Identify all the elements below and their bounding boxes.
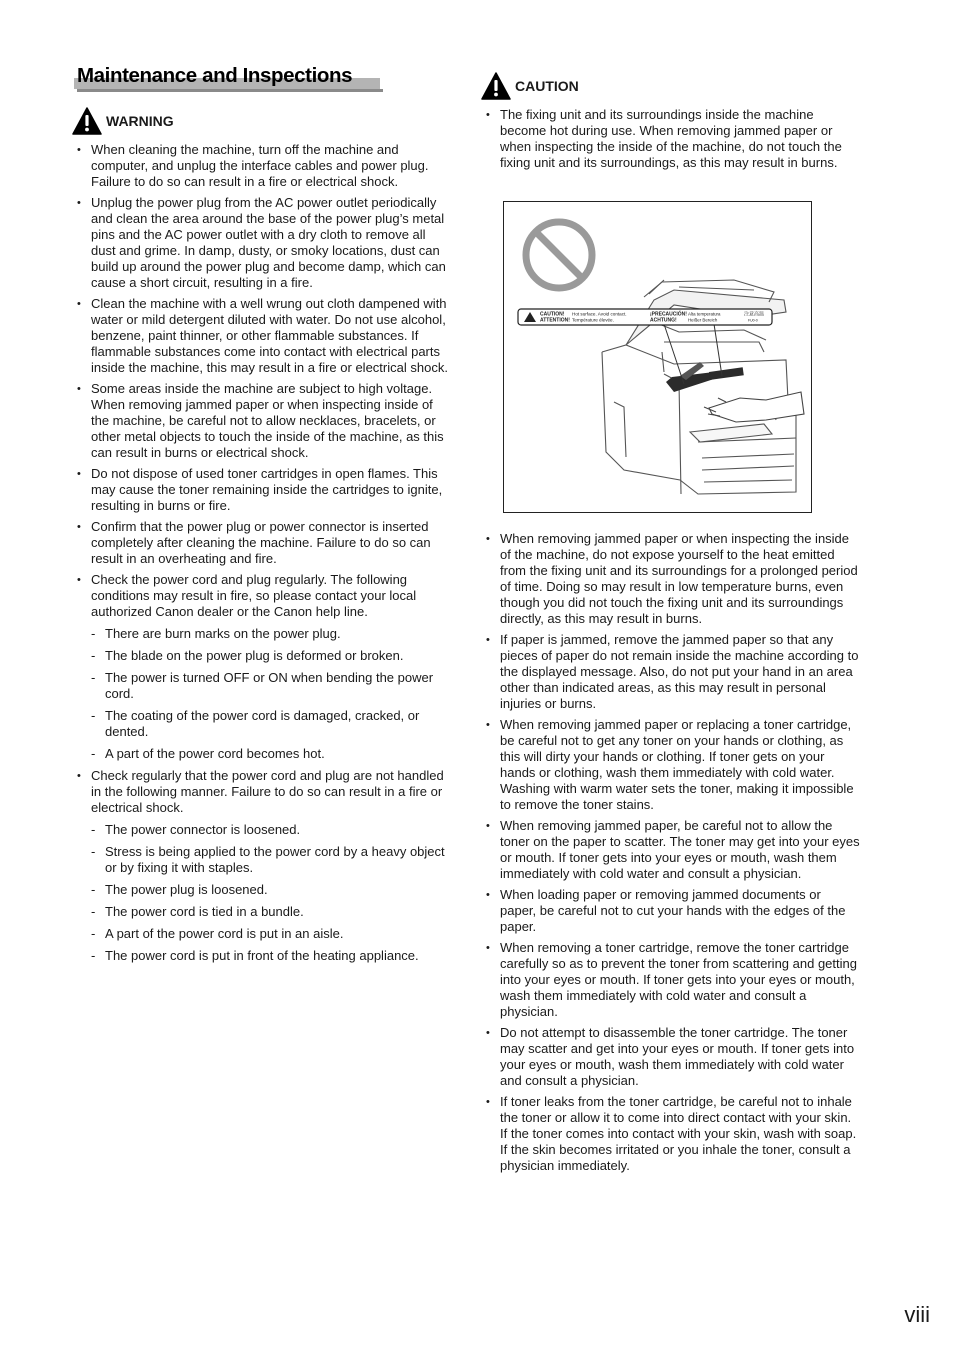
warning-subitem: - The power is turned OFF or ON when bending the power cord.	[91, 670, 450, 702]
warning-item	[75, 195, 450, 291]
svg-text:¡PRECAUCIÓN!: ¡PRECAUCIÓN!	[650, 311, 687, 318]
caution-item: • When removing jammed paper or when inspecting the inside of the machine, do not expose yourself to the heat emitted from the fixing unit and its surroundings for a prolonged period of time. Doing so may result in low temperature burns, even though you did not touch the fixing unit and its surroundings directly, as this may result in burns.	[484, 531, 860, 627]
warning-item-text: Unplug the power plug from the AC power outlet periodically and clean the area around the base of the power plug’s metal pins and the AC power outlet with a dry cloth to remove all dust and grime. In damp, dusty, or smoky locations, dust can build up around the power plug and become damp, which can cause a short circuit, resulting in a fire.	[91, 195, 446, 290]
warning-sublist	[91, 822, 450, 964]
warning-item	[75, 296, 450, 376]
hot-fixing-unit-figure	[503, 201, 812, 513]
caution-item: • If toner leaks from the toner cartridge, be careful not to inhale the toner or allow it to come into direct contact with your skin. If the toner comes into contact with your skin, wash with soap. If the skin becomes irritated or you inhale the toner, consult a physician immediately.	[484, 1094, 860, 1174]
svg-text:CAUTION!: CAUTION!	[540, 311, 565, 318]
warning-subitem: - A part of the power cord is put in an aisle.	[91, 926, 450, 942]
warning-item-text: Clean the machine with a well wrung out cloth dampened with water or mild detergent diluted with water. Do not use alcohol, benzene, paint thinner, or other flammable substances. If flammable substances come into contact with electrical parts inside the machine, this may result in a fire or electrical shock.	[91, 296, 448, 375]
warning-subitem: - The coating of the power cord is damaged, cracked, or dented.	[91, 708, 450, 740]
caution-item: • When removing jammed paper, be careful not to allow the toner on the paper to scatter. The toner may get into your eyes or mouth. If toner gets into your eyes or mouth, wash them immediately with cold water and consult a physician.	[484, 818, 860, 882]
svg-text:FU0-0: FU0-0	[748, 318, 758, 323]
warning-item-text: Do not dispose of used toner cartridges in open flames. This may cause the toner remaining inside the cartridges to ignite, resulting in burns or fire.	[91, 466, 443, 513]
caution-item: • Do not attempt to disassemble the toner cartridge. The toner may scatter and get into your eyes or mouth. If toner gets into your eyes or mouth, wash them immediately with cold water and consult a physician.	[484, 1025, 860, 1089]
caution-intro-item	[484, 107, 856, 171]
caution-header	[481, 72, 579, 100]
warning-item	[75, 142, 450, 190]
warning-item	[75, 572, 450, 762]
warning-item-text: Check regularly that the power cord and plug are not handled in the following manner. Failure to do so can result in a fire or electrical shock.	[91, 768, 444, 815]
warning-triangle-icon	[72, 107, 102, 135]
caution-item: • When loading paper or removing jammed documents or paper, be careful not to cut your hands with the edges of the paper.	[484, 887, 860, 935]
svg-text:ATTENTION!: ATTENTION!	[540, 317, 570, 324]
caution-intro-list	[484, 107, 856, 176]
warning-label: WARNING	[106, 113, 174, 129]
warning-item-text: Check the power cord and plug regularly. The following conditions may result in fire, so please contact your local authorized Canon dealer or the Canon help line.	[91, 572, 417, 619]
prohibition-icon	[526, 222, 592, 288]
warning-subitem: - The power plug is loosened.	[91, 882, 450, 898]
warning-item	[75, 519, 450, 567]
warning-header	[72, 107, 174, 135]
warning-item-text: Confirm that the power plug or power connector is inserted completely after cleaning the machine. Failure to do so can result in an overheating and fire.	[91, 519, 431, 566]
page-title-block	[74, 64, 352, 88]
warning-item-text: When cleaning the machine, turn off the machine and computer, and unplug the interface cables and power plug. Failure to do so can result in a fire or electrical shock.	[91, 142, 429, 189]
warning-subitem: - Stress is being applied to the power cord by a heavy object or by fixing it with staples.	[91, 844, 450, 876]
page-number: viii	[904, 1302, 930, 1327]
warning-item	[75, 381, 450, 461]
svg-text:Heißer Bereich: Heißer Bereich	[688, 317, 718, 323]
warning-item	[75, 768, 450, 964]
svg-text:Alta temperatura: Alta temperatura	[688, 311, 721, 317]
warning-subitem: - The power cord is tied in a bundle.	[91, 904, 450, 920]
svg-text:Température élevée.: Température élevée.	[572, 317, 614, 323]
caution-label: CAUTION	[515, 78, 579, 94]
caution-triangle-icon	[481, 72, 511, 100]
page-title: Maintenance and Inspections	[77, 64, 353, 87]
warning-item-text: Some areas inside the machine are subject to high voltage. When removing jammed paper or when inspecting inside of the machine, be careful not to allow necklaces, bracelets, or other metal objects to touch the inside of the machine, as this can result in burns or electrical shock.	[91, 381, 444, 460]
caution-list	[484, 531, 860, 1179]
caution-item: • If paper is jammed, remove the jammed paper so that any pieces of paper do not remain inside the machine according to the displayed message. Also, do not put your hand in an area other than indicated areas, as this may result in personal injuries or burns.	[484, 632, 860, 712]
caution-item: • When removing jammed paper or replacing a toner cartridge, be careful not to get any toner on your hands or clothing, as this will dirty your hands or clothing. If toner gets on your hands or clothing, wash them immediately with cold water. Washing with warm water sets the toner, making it impossible to remove the toner stains.	[484, 717, 860, 813]
warning-subitem: - The power connector is loosened.	[91, 822, 450, 838]
warning-sublist	[91, 626, 450, 762]
caution-intro-text: The fixing unit and its surroundings inside the machine become hot during use. When removing jammed paper or when inspecting the inside of the machine, do not touch the fixing unit and its surroundings, as this may result in burns.	[500, 107, 842, 170]
warning-subitem: - There are burn marks on the power plug.	[91, 626, 450, 642]
warning-subitem: - The power cord is put in front of the heating appliance.	[91, 948, 450, 964]
warning-subitem: - A part of the power cord becomes hot.	[91, 746, 450, 762]
svg-text:ACHTUNG!: ACHTUNG!	[650, 317, 677, 324]
warning-subitem: - The blade on the power plug is deformed or broken.	[91, 648, 450, 664]
warning-list	[75, 142, 450, 970]
warning-item	[75, 466, 450, 514]
printer-illustration	[504, 202, 811, 512]
svg-text:注意高温: 注意高温	[744, 311, 765, 318]
svg-text:Hot surface. Avoid contact.: Hot surface. Avoid contact.	[572, 311, 627, 317]
caution-item: • When removing a toner cartridge, remove the toner cartridge carefully so as to prevent the toner from scattering and getting into your eyes or mouth. If toner gets into your eyes or mouth, wash them immediately with cold water and consult a physician.	[484, 940, 860, 1020]
